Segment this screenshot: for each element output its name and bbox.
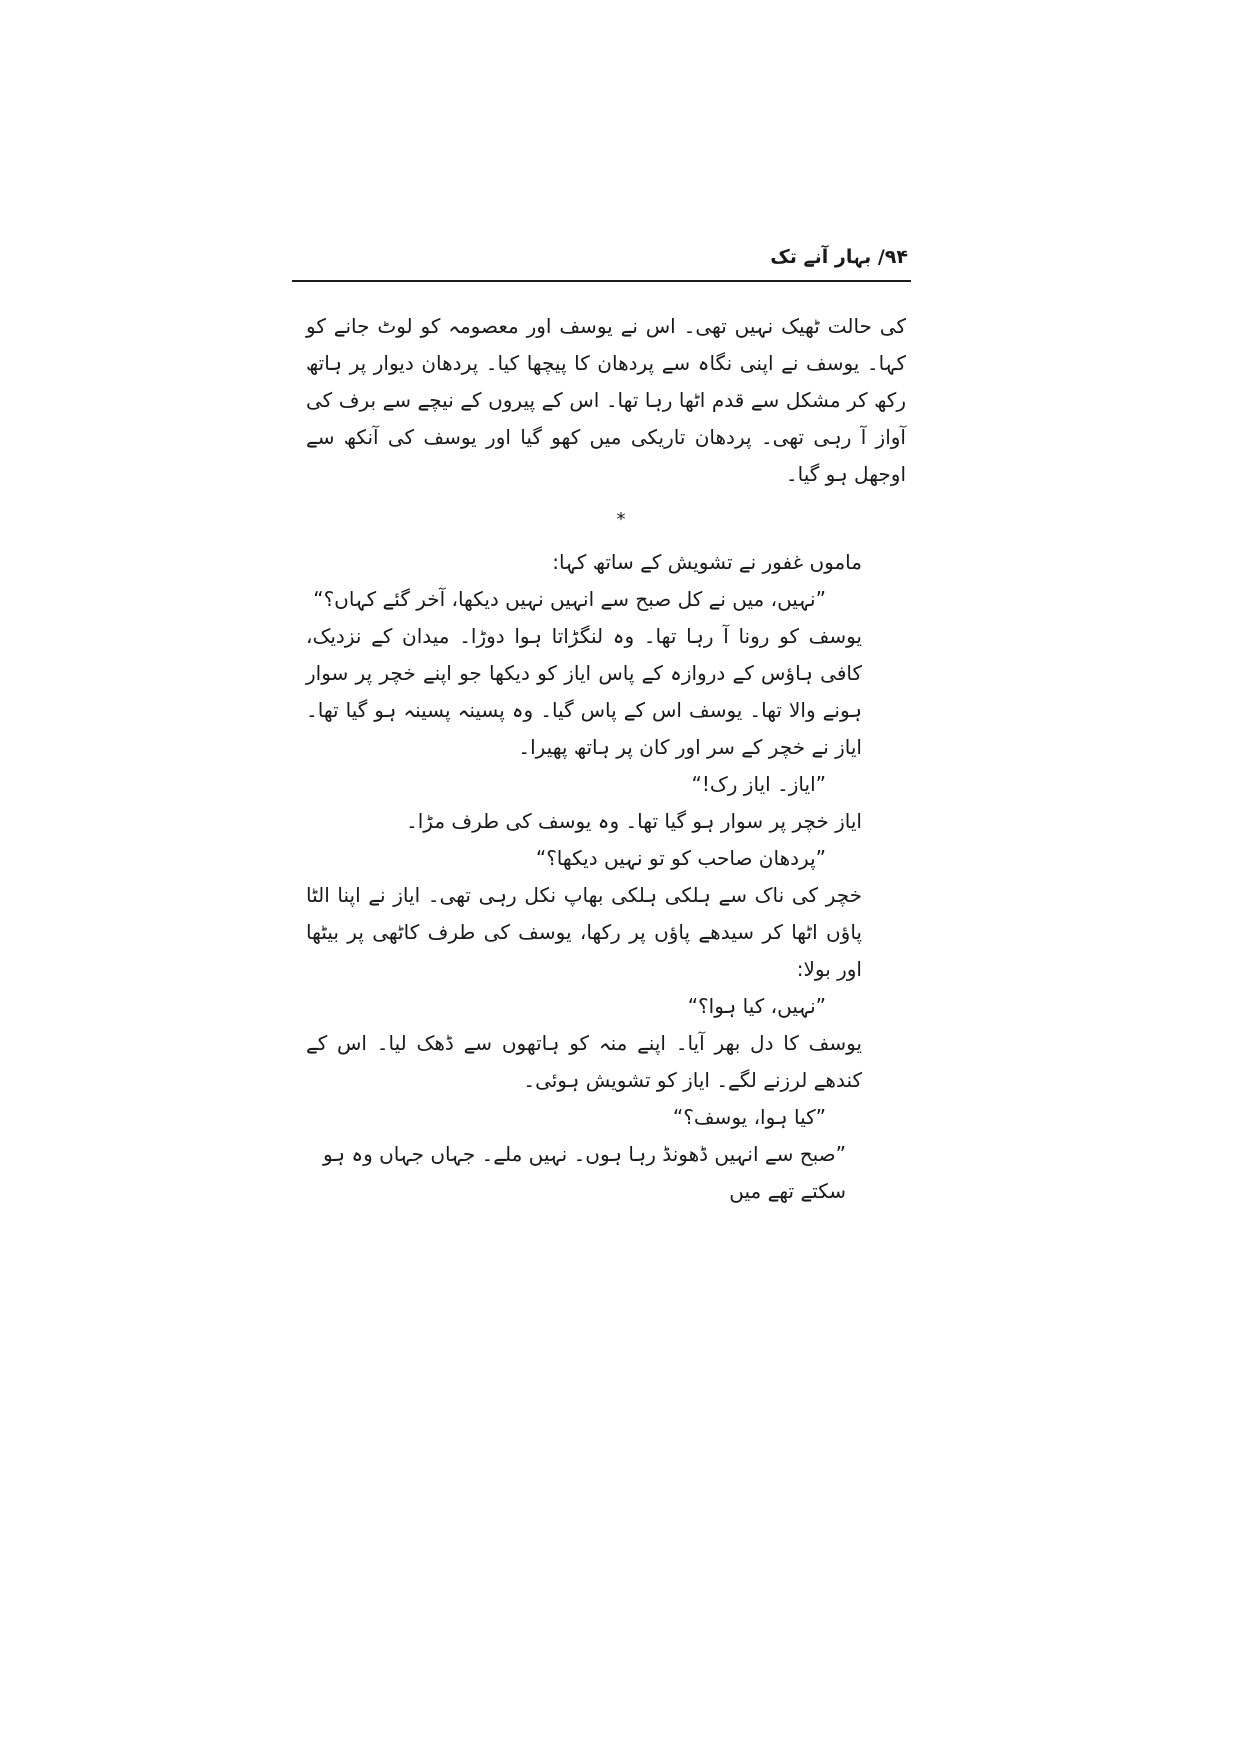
paragraph: یوسف کا دل بھر آیا۔ اپنے منہ کو ہاتھوں سے ڈھک لیا۔ اس کے کندھے لرزنے لگے۔ ایاز کو تشویش ہوئی۔ bbox=[306, 1031, 862, 1092]
paragraph: کی حالت ٹھیک نہیں تھی۔ اس نے یوسف اور معصومہ کو لوٹ جانے کو کہا۔ یوسف نے اپنی نگاہ سے پردھان کا پیچھا کیا۔ پردھان دیوار پر ہاتھ رکھ کر مشکل سے قدم اٹھا رہا تھا۔ اس کے پیروں کے نیچے سے برف کی آواز آ رہی تھی۔ پردھان تاریکی میں کھو گیا اور یوسف کی آنکھ سے اوجھل ہو گیا۔ bbox=[306, 314, 906, 486]
dialogue-line: ”نہیں، کیا ہوا؟“ bbox=[687, 994, 826, 1018]
paragraph: ایاز خچر پر سوار ہو گیا تھا۔ وہ یوسف کی طرف مڑا۔ bbox=[406, 809, 862, 833]
paragraph: یوسف کو رونا آ رہا تھا۔ وہ لنگڑاتا ہوا دوڑا۔ میدان کے نزدیک، کافی ہاؤس کے دروازہ کے پاس ایاز کو دیکھا جو اپنے خچر پر سوار ہونے والا تھا۔ یوسف اس کے پاس گیا۔ وہ پسینہ پسینہ ہو گیا تھا۔ ایاز نے خچر کے سر اور کان پر ہاتھ پھیرا۔ bbox=[306, 624, 862, 759]
section-separator: * bbox=[616, 509, 626, 530]
dialogue-line: ”کیا ہوا، یوسف؟“ bbox=[672, 1105, 826, 1129]
running-header: ۹۴/ بہار آنے تک bbox=[770, 246, 908, 268]
dialogue-line: ”ایاز۔ ایاز رک!“ bbox=[691, 772, 826, 796]
dialogue-line: ”صبح سے انہیں ڈھونڈ رہا ہوں۔ نہیں ملے۔ جہاں جہاں وہ ہو سکتے تھے میں bbox=[322, 1142, 846, 1203]
dialogue-line: ”نہیں، میں نے کل صبح سے انہیں نہیں دیکھا، آخر گئے کہاں؟“ bbox=[313, 587, 826, 611]
page-body bbox=[306, 308, 906, 1210]
dialogue-line: ”پردھان صاحب کو تو نہیں دیکھا؟“ bbox=[535, 846, 826, 870]
paragraph: ماموں غفور نے تشویش کے ساتھ کہا: bbox=[552, 550, 862, 574]
header-divider bbox=[292, 280, 911, 282]
paragraph: خچر کی ناک سے ہلکی ہلکی بھاپ نکل رہی تھی۔ ایاز نے اپنا الٹا پاؤں اٹھا کر سیدھے پاؤں پر رکھا، یوسف کی طرف کاٹھی پر بیٹھا اور بولا: bbox=[306, 883, 862, 981]
